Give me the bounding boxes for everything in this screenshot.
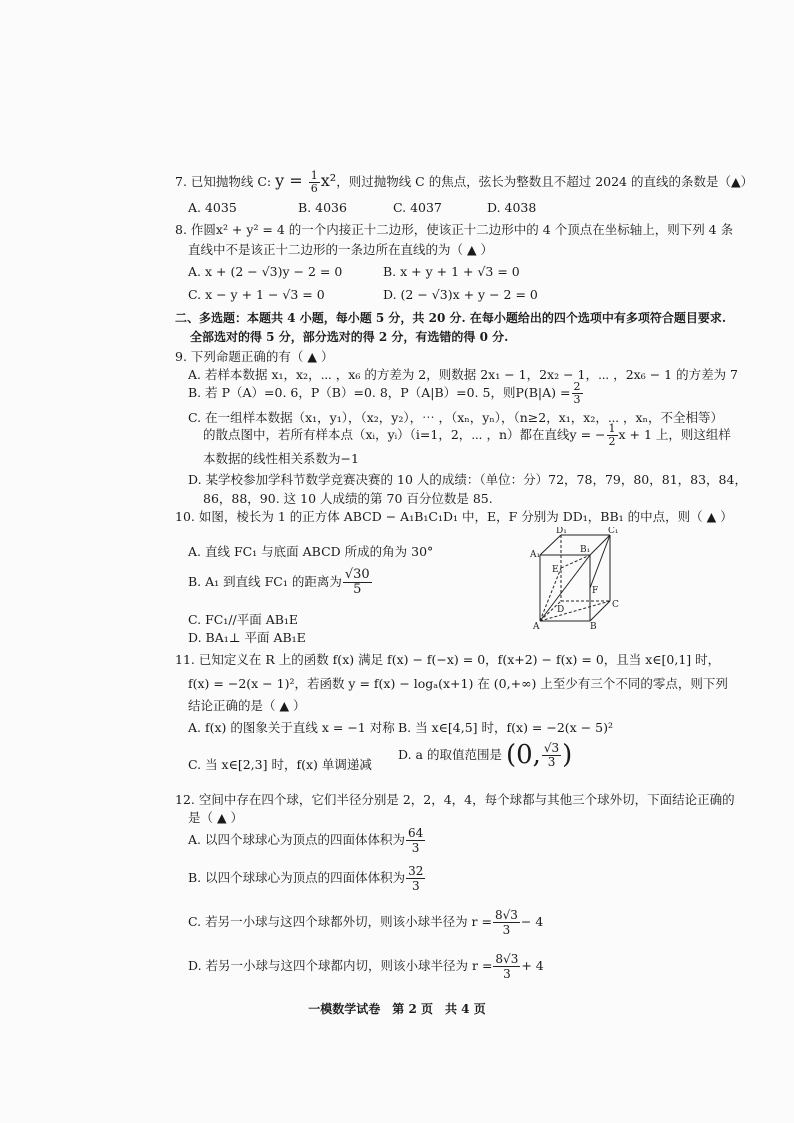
- q12-option-c: C. 若另一小球与这四个球都外切，则该小球半径为 r = $\frac{8√3}{3}$ − 4: [188, 908, 544, 937]
- question-11-line-3: 结论正确的是（ ▲ ）: [188, 698, 306, 713]
- question-8-line-2: 直线中不是该正十二边形的一条边所在直线的为（ ▲ ）: [188, 242, 494, 257]
- cube-label-b: B: [590, 622, 597, 631]
- q10-option-a: A. 直线 FC₁ 与底面 ABCD 所成的角为 30°: [188, 544, 434, 559]
- cube-label-d: D: [557, 605, 565, 615]
- q8-option-d: D. (2 − √3)x + y − 2 = 0: [383, 287, 538, 302]
- page-footer: 一模数学试卷 第 2 页 共 4 页: [308, 1002, 486, 1016]
- cube-label-e: E: [552, 565, 559, 575]
- q10-option-b: B. A₁ 到直线 FC₁ 的距离为 $\frac{√30}{5}$: [188, 567, 370, 597]
- question-12-line-1: 12. 空间中存在四个球，它们半径分别是 2，2，4，4，每个球都与其他三个球外切，下面结论正确的: [175, 792, 735, 807]
- q9-option-d-line-1: D. 某学校参加学科节数学竞赛决赛的 10 人的成绩：（单位：分）72，78，79，80，81，83，84，: [188, 472, 747, 487]
- cube-label-a: A: [533, 622, 540, 631]
- q9-option-a: A. 若样本数据 x₁，x₂，⋯ ，x₆ 的方差为 2，则数据 2x₁ − 1，2x₂ − 1，⋯ ，2x₆ − 1 的方差为 7: [188, 367, 739, 382]
- q11-option-d: D. a 的取值范围是 (0, $\frac{√3}{3}$ ): [398, 740, 573, 770]
- q12-option-a: A. 以四个球球心为顶点的四面体体积为 $\frac{64}{3}$: [188, 826, 424, 855]
- q12-option-b: B. 以四个球球心为顶点的四面体体积为 $\frac{32}{3}$: [188, 864, 424, 893]
- q11-option-a: A. f(x) 的图象关于直线 x = −1 对称: [188, 720, 395, 735]
- q9-option-c-line-1: C. 在一组样本数据（x₁，y₁），（x₂，y₂），⋯ ，（xₙ，yₙ），（n≥2，x₁，x₂，⋯ ，xₙ，不全相等）: [188, 410, 724, 425]
- question-7-stem: 7. 已知抛物线 C: y = $\frac{1}{6}$ x²，则过抛物线 C 的焦点，弦长为整数且不超过 2024 的直线的条数是（▲）: [175, 169, 754, 195]
- q8-option-c: C. x − y + 1 − √3 = 0: [188, 287, 325, 302]
- q11-option-c: C. 当 x∈[2,3] 时，f(x) 单调递减: [188, 757, 372, 772]
- cube-label-b1: B₁: [580, 545, 591, 555]
- cube-label-f: F: [592, 586, 599, 596]
- question-11-line-2: f(x) = −2(x − 1)²，若函数 y = f(x) − logₐ(x+1) 在 (0,+∞) 上至少有三个不同的零点，则下列: [188, 676, 728, 691]
- q9-option-c-line-2: 的散点图中，若所有样本点（xᵢ，yᵢ）（i=1，2，⋯ ，n）都在直线y = − $\frac{1}{2}$ x + 1 上，则这组样: [203, 422, 731, 448]
- q12-option-d: D. 若另一小球与这四个球都内切，则该小球半径为 r = $\frac{8√3}{3}$ + 4: [188, 952, 544, 981]
- q10-option-c: C. FC₁//平面 AB₁E: [188, 612, 299, 627]
- q8-option-b: B. x + y + 1 + √3 = 0: [383, 264, 520, 279]
- cube-figure: [528, 527, 620, 631]
- q11-option-b: B. 当 x∈[4,5] 时，f(x) = −2(x − 5)²: [398, 720, 613, 735]
- cube-label-a1: A₁: [530, 550, 541, 560]
- q7-option-c: C. 4037: [393, 200, 442, 215]
- q7-option-d: D. 4038: [487, 200, 537, 215]
- cube-label-c: C: [612, 600, 619, 610]
- q9-option-d-line-2: 86，88，90. 这 10 人成绩的第 70 百分位数是 85.: [203, 491, 493, 506]
- section-2-instructions: 全部选对的得 5 分，部分选对的得 2 分，有选错的得 0 分.: [190, 330, 509, 344]
- question-8-line-1: 8. 作圆x² + y² = 4 的一个内接正十二边形，使该正十二边形中的 4 个顶点在坐标轴上，则下列 4 条: [175, 222, 734, 237]
- q7-option-b: B. 4036: [298, 200, 347, 215]
- q9-option-c-line-3: 本数据的线性相关系数为−1: [203, 451, 359, 466]
- q7-option-a: A. 4035: [188, 200, 237, 215]
- q9-option-b: B. 若 P（A）=0. 6，P（B）=0. 8，P（A|B）=0. 5，则P(B|A) = $\frac{2}{3}$: [188, 380, 581, 406]
- cube-label-c1: C₁: [608, 527, 619, 536]
- cube-label-d1: D₁: [556, 527, 567, 536]
- question-12-line-2: 是（ ▲ ）: [188, 810, 244, 825]
- question-10-stem: 10. 如图，棱长为 1 的正方体 ABCD − A₁B₁C₁D₁ 中，E，F 分别为 DD₁，BB₁ 的中点，则（ ▲ ）: [175, 509, 733, 524]
- section-2-heading: 二、多选题：本题共 4 小题，每小题 5 分，共 20 分. 在每小题给出的四个选项中有多项符合题目要求.: [175, 311, 727, 325]
- question-11-line-1: 11. 已知定义在 R 上的函数 f(x) 满足 f(x) − f(−x) = 0，f(x+2) − f(x) = 0，且当 x∈[0,1] 时，: [175, 652, 721, 667]
- q10-option-d: D. BA₁⊥ 平面 AB₁E: [188, 630, 306, 645]
- question-9-stem: 9. 下列命题正确的有（ ▲ ）: [175, 349, 334, 364]
- q8-option-a: A. x + (2 − √3)y − 2 = 0: [188, 264, 343, 279]
